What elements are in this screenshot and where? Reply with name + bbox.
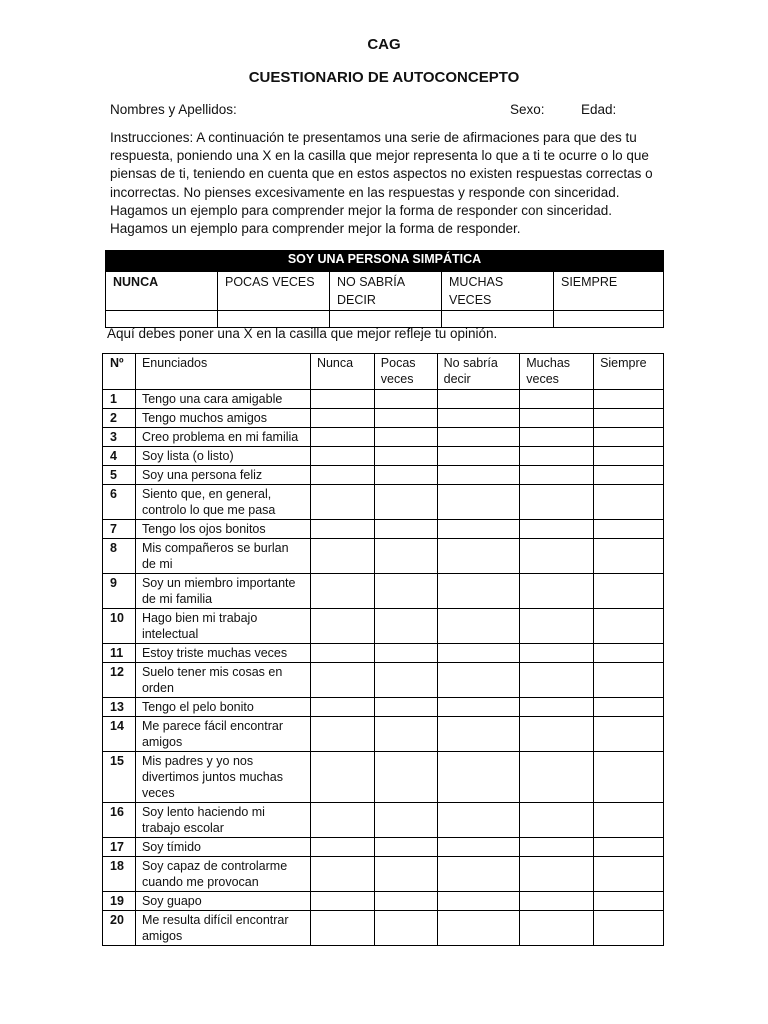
table-row	[103, 409, 664, 428]
answer-cell-pocas-veces[interactable]	[374, 892, 437, 911]
answer-cell-pocas-veces[interactable]	[374, 838, 437, 857]
example-option-muchas-veces: MUCHAS VECES	[442, 272, 554, 311]
table-row	[103, 663, 664, 698]
answer-cell-no-sabria-decir[interactable]	[437, 644, 520, 663]
answer-cell-no-sabria-decir[interactable]	[437, 466, 520, 485]
answer-cell-siempre[interactable]	[594, 698, 664, 717]
page-title: CUESTIONARIO DE AUTOCONCEPTO	[248, 69, 520, 86]
row-number: 10	[103, 609, 136, 644]
row-number: 15	[103, 752, 136, 803]
row-number: 3	[103, 428, 136, 447]
answer-cell-nunca[interactable]	[310, 644, 374, 663]
answer-cell-pocas-veces[interactable]	[374, 717, 437, 752]
answer-cell-nunca[interactable]	[310, 539, 374, 574]
answer-cell-no-sabria-decir[interactable]	[437, 447, 520, 466]
example-option-siempre: SIEMPRE	[554, 272, 664, 311]
answer-cell-siempre[interactable]	[594, 857, 664, 892]
table-row	[103, 892, 664, 911]
answer-cell-pocas-veces[interactable]	[374, 663, 437, 698]
row-statement: Soy una persona feliz	[135, 466, 310, 485]
header-number: Nº	[103, 354, 136, 390]
answer-cell-muchas-veces[interactable]	[520, 717, 594, 752]
example-option-no-sabria-decir: NO SABRÍA DECIR	[330, 272, 442, 311]
row-number: 5	[103, 466, 136, 485]
answer-cell-muchas-veces[interactable]	[520, 857, 594, 892]
answer-cell-nunca[interactable]	[310, 409, 374, 428]
answer-cell-siempre[interactable]	[594, 485, 664, 520]
answer-cell-pocas-veces[interactable]	[374, 574, 437, 609]
table-row	[103, 390, 664, 409]
table-row	[103, 609, 664, 644]
row-statement: Soy lento haciendo mi trabajo escolar	[135, 803, 310, 838]
answer-cell-siempre[interactable]	[594, 892, 664, 911]
answer-cell-muchas-veces[interactable]	[520, 574, 594, 609]
answer-cell-nunca[interactable]	[310, 892, 374, 911]
answer-cell-no-sabria-decir[interactable]	[437, 539, 520, 574]
answer-cell-no-sabria-decir[interactable]	[437, 857, 520, 892]
example-answer-cell[interactable]	[218, 311, 330, 328]
answer-cell-pocas-veces[interactable]	[374, 390, 437, 409]
table-row	[103, 447, 664, 466]
answer-cell-pocas-veces[interactable]	[374, 520, 437, 539]
row-number: 16	[103, 803, 136, 838]
answer-cell-nunca[interactable]	[310, 520, 374, 539]
answer-cell-nunca[interactable]	[310, 609, 374, 644]
table-row	[103, 574, 664, 609]
answer-cell-siempre[interactable]	[594, 520, 664, 539]
answer-cell-siempre[interactable]	[594, 409, 664, 428]
sex-label: Sexo:	[510, 102, 545, 117]
answer-cell-muchas-veces[interactable]	[520, 428, 594, 447]
example-answer-cell[interactable]	[330, 311, 442, 328]
age-label: Edad:	[581, 102, 617, 117]
answer-cell-muchas-veces[interactable]	[520, 803, 594, 838]
table-row	[103, 857, 664, 892]
answer-cell-siempre[interactable]	[594, 390, 664, 409]
row-number: 13	[103, 698, 136, 717]
table-row	[103, 752, 664, 803]
row-number: 11	[103, 644, 136, 663]
row-number: 8	[103, 539, 136, 574]
row-statement: Estoy triste muchas veces	[135, 644, 310, 663]
answer-cell-pocas-veces[interactable]	[374, 698, 437, 717]
header-nunca: Nunca	[310, 354, 374, 390]
answer-cell-siempre[interactable]	[594, 752, 664, 803]
row-statement: Me resulta difícil encontrar amigos	[135, 911, 310, 946]
answer-cell-pocas-veces[interactable]	[374, 644, 437, 663]
row-statement: Tengo el pelo bonito	[135, 698, 310, 717]
row-number: 7	[103, 520, 136, 539]
answer-cell-no-sabria-decir[interactable]	[437, 574, 520, 609]
table-row	[103, 428, 664, 447]
answer-cell-nunca[interactable]	[310, 838, 374, 857]
answer-cell-no-sabria-decir[interactable]	[437, 609, 520, 644]
table-row	[103, 520, 664, 539]
row-statement: Siento que, en general, controlo lo que me pasa	[135, 485, 310, 520]
answer-cell-muchas-veces[interactable]	[520, 447, 594, 466]
row-statement: Suelo tener mis cosas en orden	[135, 663, 310, 698]
answer-cell-nunca[interactable]	[310, 698, 374, 717]
row-statement: Mis padres y yo nos divertimos juntos muchas veces	[135, 752, 310, 803]
answer-cell-nunca[interactable]	[310, 390, 374, 409]
answer-cell-muchas-veces[interactable]	[520, 752, 594, 803]
answer-cell-nunca[interactable]	[310, 447, 374, 466]
answer-cell-muchas-veces[interactable]	[520, 390, 594, 409]
answer-cell-siempre[interactable]	[594, 663, 664, 698]
header-statements: Enunciados	[135, 354, 310, 390]
answer-cell-nunca[interactable]	[310, 663, 374, 698]
answer-cell-muchas-veces[interactable]	[520, 466, 594, 485]
answer-cell-no-sabria-decir[interactable]	[437, 663, 520, 698]
table-row	[103, 698, 664, 717]
row-statement: Soy lista (o listo)	[135, 447, 310, 466]
row-statement: Soy un miembro importante de mi familia	[135, 574, 310, 609]
row-number: 14	[103, 717, 136, 752]
row-statement: Creo problema en mi familia	[135, 428, 310, 447]
answer-cell-no-sabria-decir[interactable]	[437, 717, 520, 752]
answer-cell-nunca[interactable]	[310, 574, 374, 609]
answer-cell-no-sabria-decir[interactable]	[437, 409, 520, 428]
answer-cell-pocas-veces[interactable]	[374, 752, 437, 803]
answer-note: Aquí debes poner una X en la casilla que mejor refleje tu opinión.	[107, 326, 498, 341]
answer-cell-nunca[interactable]	[310, 717, 374, 752]
answer-cell-nunca[interactable]	[310, 911, 374, 946]
answer-cell-pocas-veces[interactable]	[374, 803, 437, 838]
answer-cell-muchas-veces[interactable]	[520, 644, 594, 663]
names-label: Nombres y Apellidos:	[110, 102, 237, 117]
row-number: 6	[103, 485, 136, 520]
row-statement: Soy tímido	[135, 838, 310, 857]
answer-cell-muchas-veces[interactable]	[520, 698, 594, 717]
answer-cell-pocas-veces[interactable]	[374, 428, 437, 447]
answer-cell-no-sabria-decir[interactable]	[437, 838, 520, 857]
answer-cell-muchas-veces[interactable]	[520, 609, 594, 644]
row-statement: Soy capaz de controlarme cuando me provocan	[135, 857, 310, 892]
table-row	[103, 717, 664, 752]
answer-cell-pocas-veces[interactable]	[374, 447, 437, 466]
table-row	[103, 911, 664, 946]
answer-cell-nunca[interactable]	[310, 752, 374, 803]
answer-cell-nunca[interactable]	[310, 466, 374, 485]
row-statement: Tengo muchos amigos	[135, 409, 310, 428]
row-number: 12	[103, 663, 136, 698]
row-statement: Tengo los ojos bonitos	[135, 520, 310, 539]
answer-cell-nunca[interactable]	[310, 485, 374, 520]
answer-cell-no-sabria-decir[interactable]	[437, 892, 520, 911]
example-option-pocas-veces: POCAS VECES	[218, 272, 330, 311]
answer-cell-pocas-veces[interactable]	[374, 911, 437, 946]
answer-cell-siempre[interactable]	[594, 838, 664, 857]
answer-cell-siempre[interactable]	[594, 803, 664, 838]
answer-cell-no-sabria-decir[interactable]	[437, 520, 520, 539]
questionnaire-code: CAG	[367, 36, 401, 53]
example-table	[105, 250, 664, 328]
answer-cell-pocas-veces[interactable]	[374, 466, 437, 485]
row-statement: Soy guapo	[135, 892, 310, 911]
header-no-sabria-decir: No sabría decir	[437, 354, 520, 390]
table-row	[103, 838, 664, 857]
answer-cell-no-sabria-decir[interactable]	[437, 752, 520, 803]
answer-cell-nunca[interactable]	[310, 803, 374, 838]
row-number: 20	[103, 911, 136, 946]
answer-cell-nunca[interactable]	[310, 428, 374, 447]
answer-cell-pocas-veces[interactable]	[374, 409, 437, 428]
row-statement: Me parece fácil encontrar amigos	[135, 717, 310, 752]
questionnaire-table	[102, 353, 664, 946]
answer-cell-muchas-veces[interactable]	[520, 838, 594, 857]
row-number: 4	[103, 447, 136, 466]
answer-cell-siempre[interactable]	[594, 447, 664, 466]
row-number: 9	[103, 574, 136, 609]
answer-cell-muchas-veces[interactable]	[520, 485, 594, 520]
answer-cell-no-sabria-decir[interactable]	[437, 428, 520, 447]
answer-cell-siempre[interactable]	[594, 644, 664, 663]
table-row	[103, 466, 664, 485]
answer-cell-muchas-veces[interactable]	[520, 663, 594, 698]
row-number: 19	[103, 892, 136, 911]
answer-cell-siempre[interactable]	[594, 717, 664, 752]
example-answer-cell[interactable]	[106, 311, 218, 328]
row-statement: Mis compañeros se burlan de mi	[135, 539, 310, 574]
answer-cell-muchas-veces[interactable]	[520, 911, 594, 946]
example-statement: SOY UNA PERSONA SIMPÁTICA	[106, 251, 664, 272]
answer-cell-muchas-veces[interactable]	[520, 520, 594, 539]
instructions-paragraph: Instrucciones: A continuación te presentamos una serie de afirmaciones para que des tu respuesta, poniendo una X en la casilla que mejor representa lo que a ti te ocurre o lo que piensas de ti, teniendo en cuenta que en estos aspectos no existen respuestas correctas o incorrectas. No pienses excesivamente en las respuestas y responde con sinceridad. Hagamos un ejemplo para comprender mejor la forma de responder con sinceridad. Hagamos un ejemplo para comprender mejor la forma de responder.	[110, 130, 653, 237]
table-row	[103, 485, 664, 520]
answer-cell-siempre[interactable]	[594, 911, 664, 946]
answer-cell-siempre[interactable]	[594, 466, 664, 485]
header-muchas-veces: Muchas veces	[520, 354, 594, 390]
row-statement: Hago bien mi trabajo intelectual	[135, 609, 310, 644]
row-number: 2	[103, 409, 136, 428]
table-row	[103, 644, 664, 663]
answer-cell-no-sabria-decir[interactable]	[437, 485, 520, 520]
answer-cell-pocas-veces[interactable]	[374, 857, 437, 892]
row-statement: Tengo una cara amigable	[135, 390, 310, 409]
answer-cell-muchas-veces[interactable]	[520, 409, 594, 428]
row-number: 17	[103, 838, 136, 857]
answer-cell-no-sabria-decir[interactable]	[437, 390, 520, 409]
answer-cell-pocas-veces[interactable]	[374, 485, 437, 520]
example-answer-cell[interactable]	[554, 311, 664, 328]
row-number: 1	[103, 390, 136, 409]
answer-cell-muchas-veces[interactable]	[520, 539, 594, 574]
answer-cell-siempre[interactable]	[594, 539, 664, 574]
answer-cell-pocas-veces[interactable]	[374, 609, 437, 644]
answer-cell-muchas-veces[interactable]	[520, 892, 594, 911]
header-siempre: Siempre	[594, 354, 664, 390]
answer-cell-pocas-veces[interactable]	[374, 539, 437, 574]
answer-cell-siempre[interactable]	[594, 428, 664, 447]
row-number: 18	[103, 857, 136, 892]
answer-cell-siempre[interactable]	[594, 574, 664, 609]
header-pocas-veces: Pocas veces	[374, 354, 437, 390]
example-option-nunca: NUNCA	[106, 272, 218, 311]
answer-cell-nunca[interactable]	[310, 857, 374, 892]
table-row	[103, 539, 664, 574]
answer-cell-no-sabria-decir[interactable]	[437, 803, 520, 838]
example-answer-cell[interactable]	[442, 311, 554, 328]
answer-cell-no-sabria-decir[interactable]	[437, 698, 520, 717]
table-row	[103, 803, 664, 838]
answer-cell-no-sabria-decir[interactable]	[437, 911, 520, 946]
answer-cell-siempre[interactable]	[594, 609, 664, 644]
